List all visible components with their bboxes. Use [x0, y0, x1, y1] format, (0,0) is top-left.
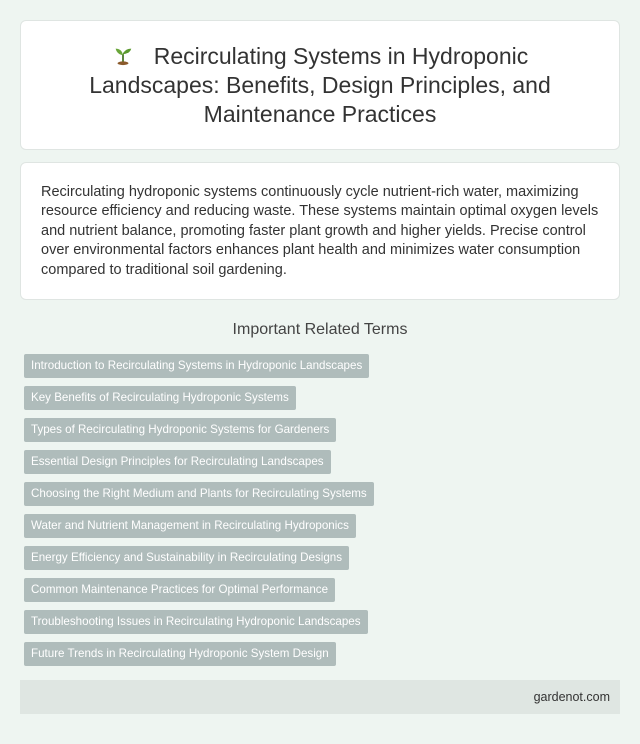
- related-term-tag[interactable]: Key Benefits of Recirculating Hydroponic Systems: [24, 386, 296, 410]
- related-terms-list: [24, 354, 616, 674]
- sprout-icon: [112, 44, 134, 66]
- title-card: [20, 20, 620, 150]
- related-term-tag[interactable]: Common Maintenance Practices for Optimal Performance: [24, 578, 335, 602]
- page-title-text: Recirculating Systems in Hydroponic Landscapes: Benefits, Design Principles, and Maintenance Practices: [89, 42, 551, 127]
- related-term-tag[interactable]: Troubleshooting Issues in Recirculating Hydroponic Landscapes: [24, 610, 368, 634]
- related-term-tag[interactable]: Future Trends in Recirculating Hydroponic System Design: [24, 642, 336, 666]
- footer: [20, 680, 620, 714]
- related-term-tag[interactable]: Introduction to Recirculating Systems in Hydroponic Landscapes: [24, 354, 369, 378]
- summary-text: Recirculating hydroponic systems continuously cycle nutrient-rich water, maximizing resource efficiency and reducing waste. These systems maintain optimal oxygen levels and nutrient balance, promoting faster plant growth and higher yields. Precise control over environmental factors enhances plant health and minimizes water consumption compared to traditional soil gardening.: [41, 184, 599, 278]
- related-terms-heading: Important Related Terms: [232, 321, 408, 338]
- summary-card: [20, 162, 620, 300]
- page-title: [61, 42, 579, 129]
- related-term-tag[interactable]: Water and Nutrient Management in Recirculating Hydroponics: [24, 514, 356, 538]
- related-term-tag[interactable]: Choosing the Right Medium and Plants for Recirculating Systems: [24, 482, 374, 506]
- footer-site-link[interactable]: gardenot.com: [533, 690, 610, 704]
- related-term-tag[interactable]: Energy Efficiency and Sustainability in Recirculating Designs: [24, 546, 349, 570]
- related-term-tag[interactable]: Types of Recirculating Hydroponic Systems for Gardeners: [24, 418, 336, 442]
- related-term-tag[interactable]: Essential Design Principles for Recirculating Landscapes: [24, 450, 331, 474]
